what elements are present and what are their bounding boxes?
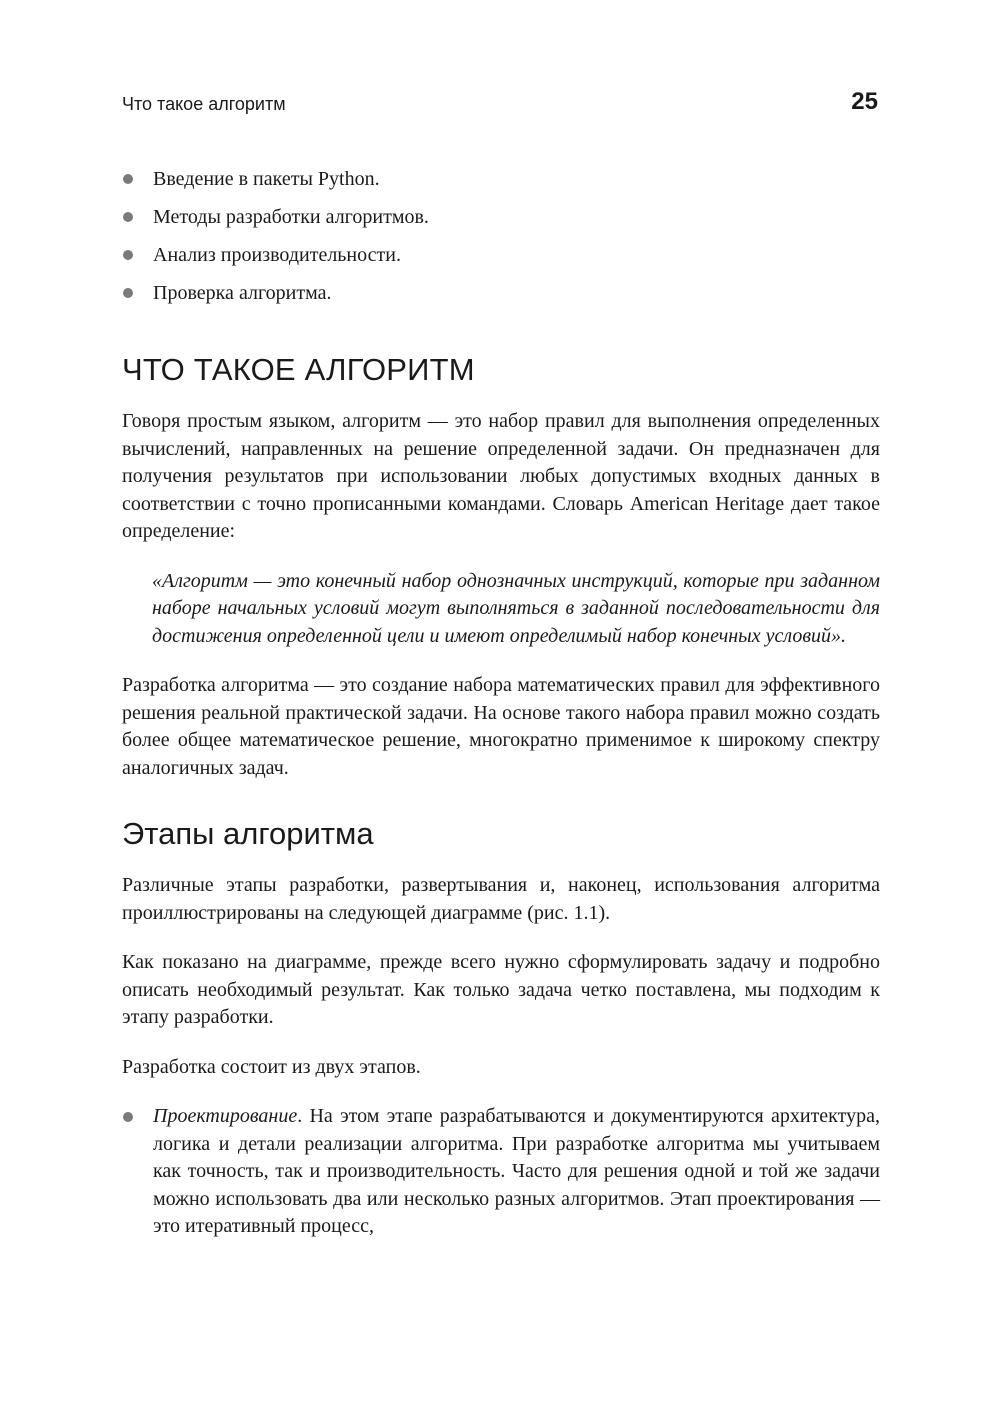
page-content — [122, 160, 880, 1241]
list-item — [122, 274, 880, 312]
list-item-text: Проверка алгоритма. — [153, 282, 332, 304]
list-item — [122, 1103, 880, 1241]
paragraph: Разработка состоит из двух этапов. — [122, 1055, 421, 1078]
stage-description: . На этом этапе разрабатываются и документируются архитектура, логика и детали реализации алгоритма. При разработке алгоритма мы учитываем как точность, так и производительность. Часто для решения одной и той же задачи можно использовать два или несколько разных алгоритмов. Этап проектирования — это итеративный процесс, — [153, 1105, 880, 1237]
section-heading-algorithm-stages: Этапы алгоритма — [122, 816, 374, 851]
list-item-text: Методы разработки алгоритмов. — [153, 206, 429, 228]
bullet-icon — [123, 174, 133, 184]
page-number: 25 — [851, 88, 878, 115]
paragraph: Различные этапы разработки, развертывания и, наконец, использования алгоритма проиллюстрированы на следующей диаграмме (рис. 1.1). — [122, 874, 880, 924]
stage-bullet-list — [122, 1103, 880, 1241]
list-item-text: Введение в пакеты Python. — [153, 168, 380, 190]
bullet-icon — [123, 288, 133, 298]
stage-term: Проектирование — [153, 1105, 298, 1127]
bullet-icon — [123, 212, 133, 222]
intro-bullet-list — [122, 160, 880, 312]
list-item-text: Анализ производительности. — [153, 244, 401, 266]
running-header: Что такое алгоритм — [122, 94, 286, 114]
paragraph: Говоря простым языком, алгоритм — это набор правил для выполнения определенных вычислений, направленных на решение определенной задачи. Он предназначен для получения результатов при использовании любых допустимых входных данных в соответствии с точно прописанными командами. Словарь American Heritage дает такое определение: — [122, 410, 880, 542]
bullet-icon — [123, 1112, 133, 1122]
list-item — [122, 198, 880, 236]
paragraph: Как показано на диаграмме, прежде всего нужно сформулировать задачу и подробно описать необходимый результат. Как только задача четко поставлена, мы подходим к этапу разработки. — [122, 951, 880, 1028]
list-item — [122, 160, 880, 198]
bullet-icon — [123, 250, 133, 260]
paragraph: Разработка алгоритма — это создание набора математических правил для эффективного решения реальной практической задачи. На основе такого набора правил можно создать более общее математическое решение, многократно применимое к широкому спектру аналогичных задач. — [122, 674, 880, 779]
definition-quote: «Алгоритм — это конечный набор однозначных инструкций, которые при заданном наборе начальных условий могут выполняться в заданной последовательности для достижения определенной цели и имеют определимый набор конечных условий». — [152, 569, 880, 647]
list-item — [122, 236, 880, 274]
section-heading-what-is-algorithm: ЧТО ТАКОЕ АЛГОРИТМ — [122, 352, 475, 387]
